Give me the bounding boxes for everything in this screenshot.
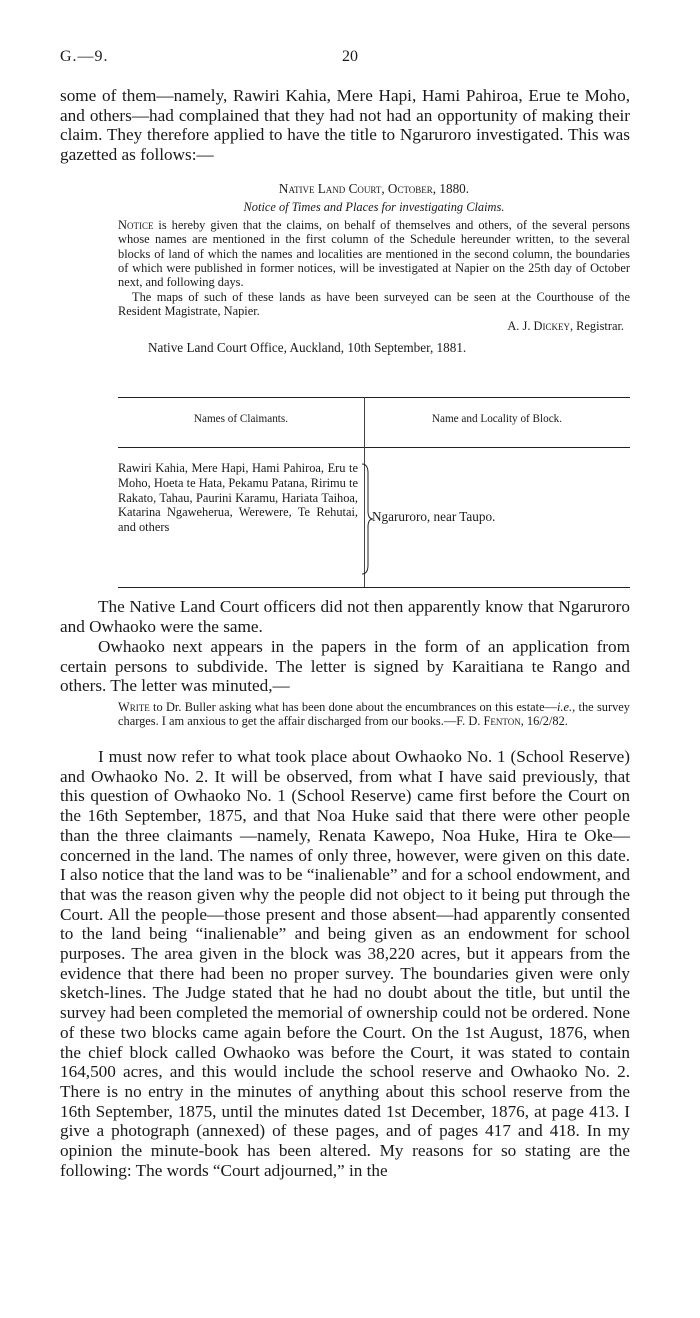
notice-subtitle: Notice of Times and Places for investigating Claims.	[243, 200, 505, 215]
signature-title: , Registrar.	[569, 318, 624, 333]
minute-lead-word: Write	[118, 700, 150, 714]
notice-office-line: Native Land Court Office, Auckland, 10th September, 1881.	[148, 340, 467, 356]
gazette-notice	[118, 182, 630, 355]
notice-title: Native Land Court, October, 1880.	[278, 181, 470, 196]
notice-signature	[118, 319, 630, 333]
claimants-cell: Rawiri Kahia, Mere Hapi, Hami Pahiroa, Eru te Moho, Hoeta te Hata, Pekamu Patana, Ririmu te Rakato, Tahau, Paurini Karamu, Hariata Taihoa, Katarina Ngaweherua, Werewere, Te Rehutai, and others	[118, 461, 358, 535]
paragraph-3: Owhaoko next appears in the papers in the form of an application from certain persons to subdivide. The letter is signed by Karaitiana te Rango and others. The letter was minuted,—	[60, 637, 630, 696]
signature-name: A. J. Dickey	[507, 318, 570, 333]
column-header-claimants: Names of Claimants.	[193, 413, 289, 425]
notice-body	[118, 218, 630, 290]
claims-schedule-table	[118, 397, 630, 587]
fenton-minute	[118, 700, 630, 729]
minute-text-b: , the survey charges. I am anxious to get the affair discharged from our books.—	[118, 700, 630, 729]
notice-lead-word: Notice	[118, 217, 154, 232]
paragraph-4: I must now refer to what took place about Owhaoko No. 1 (School Reserve) and Owhaoko No. 2. It will be observed, from what I have said previously, that this question of Owhaoko No. 1 (School Reserve) came first before the Court on the 16th September, 1875, and that Noa Huke said that there were other people than the three claimants —namely, Renata Kawepo, Noa Huke, Hira te Oke—concerned in the land. The names of only three, however, were given on this date. I also notice that the land was to be “inalienable” and for a school endowment, and that was the reason given why the people did not object to it being put through the Court. All the people—those present and those absent—had apparently consented to the land being “inalienable” and being given as an endowment for school purposes. The area given in the block was 38,220 acres, but it appears from the evidence that there had been no proper survey. The boundaries given were only sketch-lines. The Judge stated that he had no doubt about the title, but until the survey had been completed the memorial of ownership could not be ordered. None of these two blocks came again before the Court. On the 1st August, 1876, when the chief block called Owhaoko was before the Court, it was stated to contain 164,500 acres, and this would include the school reserve and Owhaoko No. 2. There is no entry in the minutes of anything about this school reserve from the 16th September, 1875, until the minutes dated 1st December, 1876, at page 413. I give a photograph (annexed) of these pages, and of pages 417 and 418. In my opinion the minute-book has been altered. My reasons for so stating are the following: The words “Court adjourned,” in the	[60, 747, 630, 1180]
minute-date: , 16/2/82.	[520, 714, 568, 729]
minute-text-a: to Dr. Buller asking what has been done about the encumbrances on this estate—	[149, 700, 557, 714]
page-header	[60, 48, 640, 70]
minute-signer-name: Fenton	[483, 714, 521, 729]
minute-italic: i.e.	[556, 700, 573, 714]
table-top-rule	[118, 397, 630, 398]
block-locality-cell: Ngaruroro, near Taupo.	[372, 509, 496, 524]
paragraph-1: some of them—namely, Rawiri Kahia, Mere Hapi, Hami Pahiroa, Erue te Moho, and others—had complained that they had not had an opportunity of making their claim. They therefore applied to have the title to Ngaruroro investigated. This was gazetted as follows:—	[60, 86, 630, 165]
minute-signer-initial: F. D.	[456, 714, 484, 729]
column-header-block: Name and Locality of Block.	[431, 413, 563, 425]
notice-maps: The maps of such of these lands as have been surveyed can be seen at the Courthouse of the Resident Magistrate, Napier.	[118, 289, 630, 319]
paragraph-2: The Native Land Court officers did not then apparently know that Ngaruroro and Owhaoko were the same.	[60, 597, 630, 636]
notice-body-text: is hereby given that the claims, on behalf of themselves and others, of the several persons whose names are mentioned in the first column of the Schedule hereunder written, to the several blocks of land of which the names and localities are mentioned in the second column, the boundaries of which were published in former notices, will be investigated at Napier on the 25th day of October next, and following days.	[118, 217, 630, 290]
document-reference: G.—9.	[60, 48, 109, 65]
page-number: 20	[342, 48, 358, 65]
table-header-rule	[118, 447, 630, 448]
table-bottom-rule	[118, 587, 630, 588]
